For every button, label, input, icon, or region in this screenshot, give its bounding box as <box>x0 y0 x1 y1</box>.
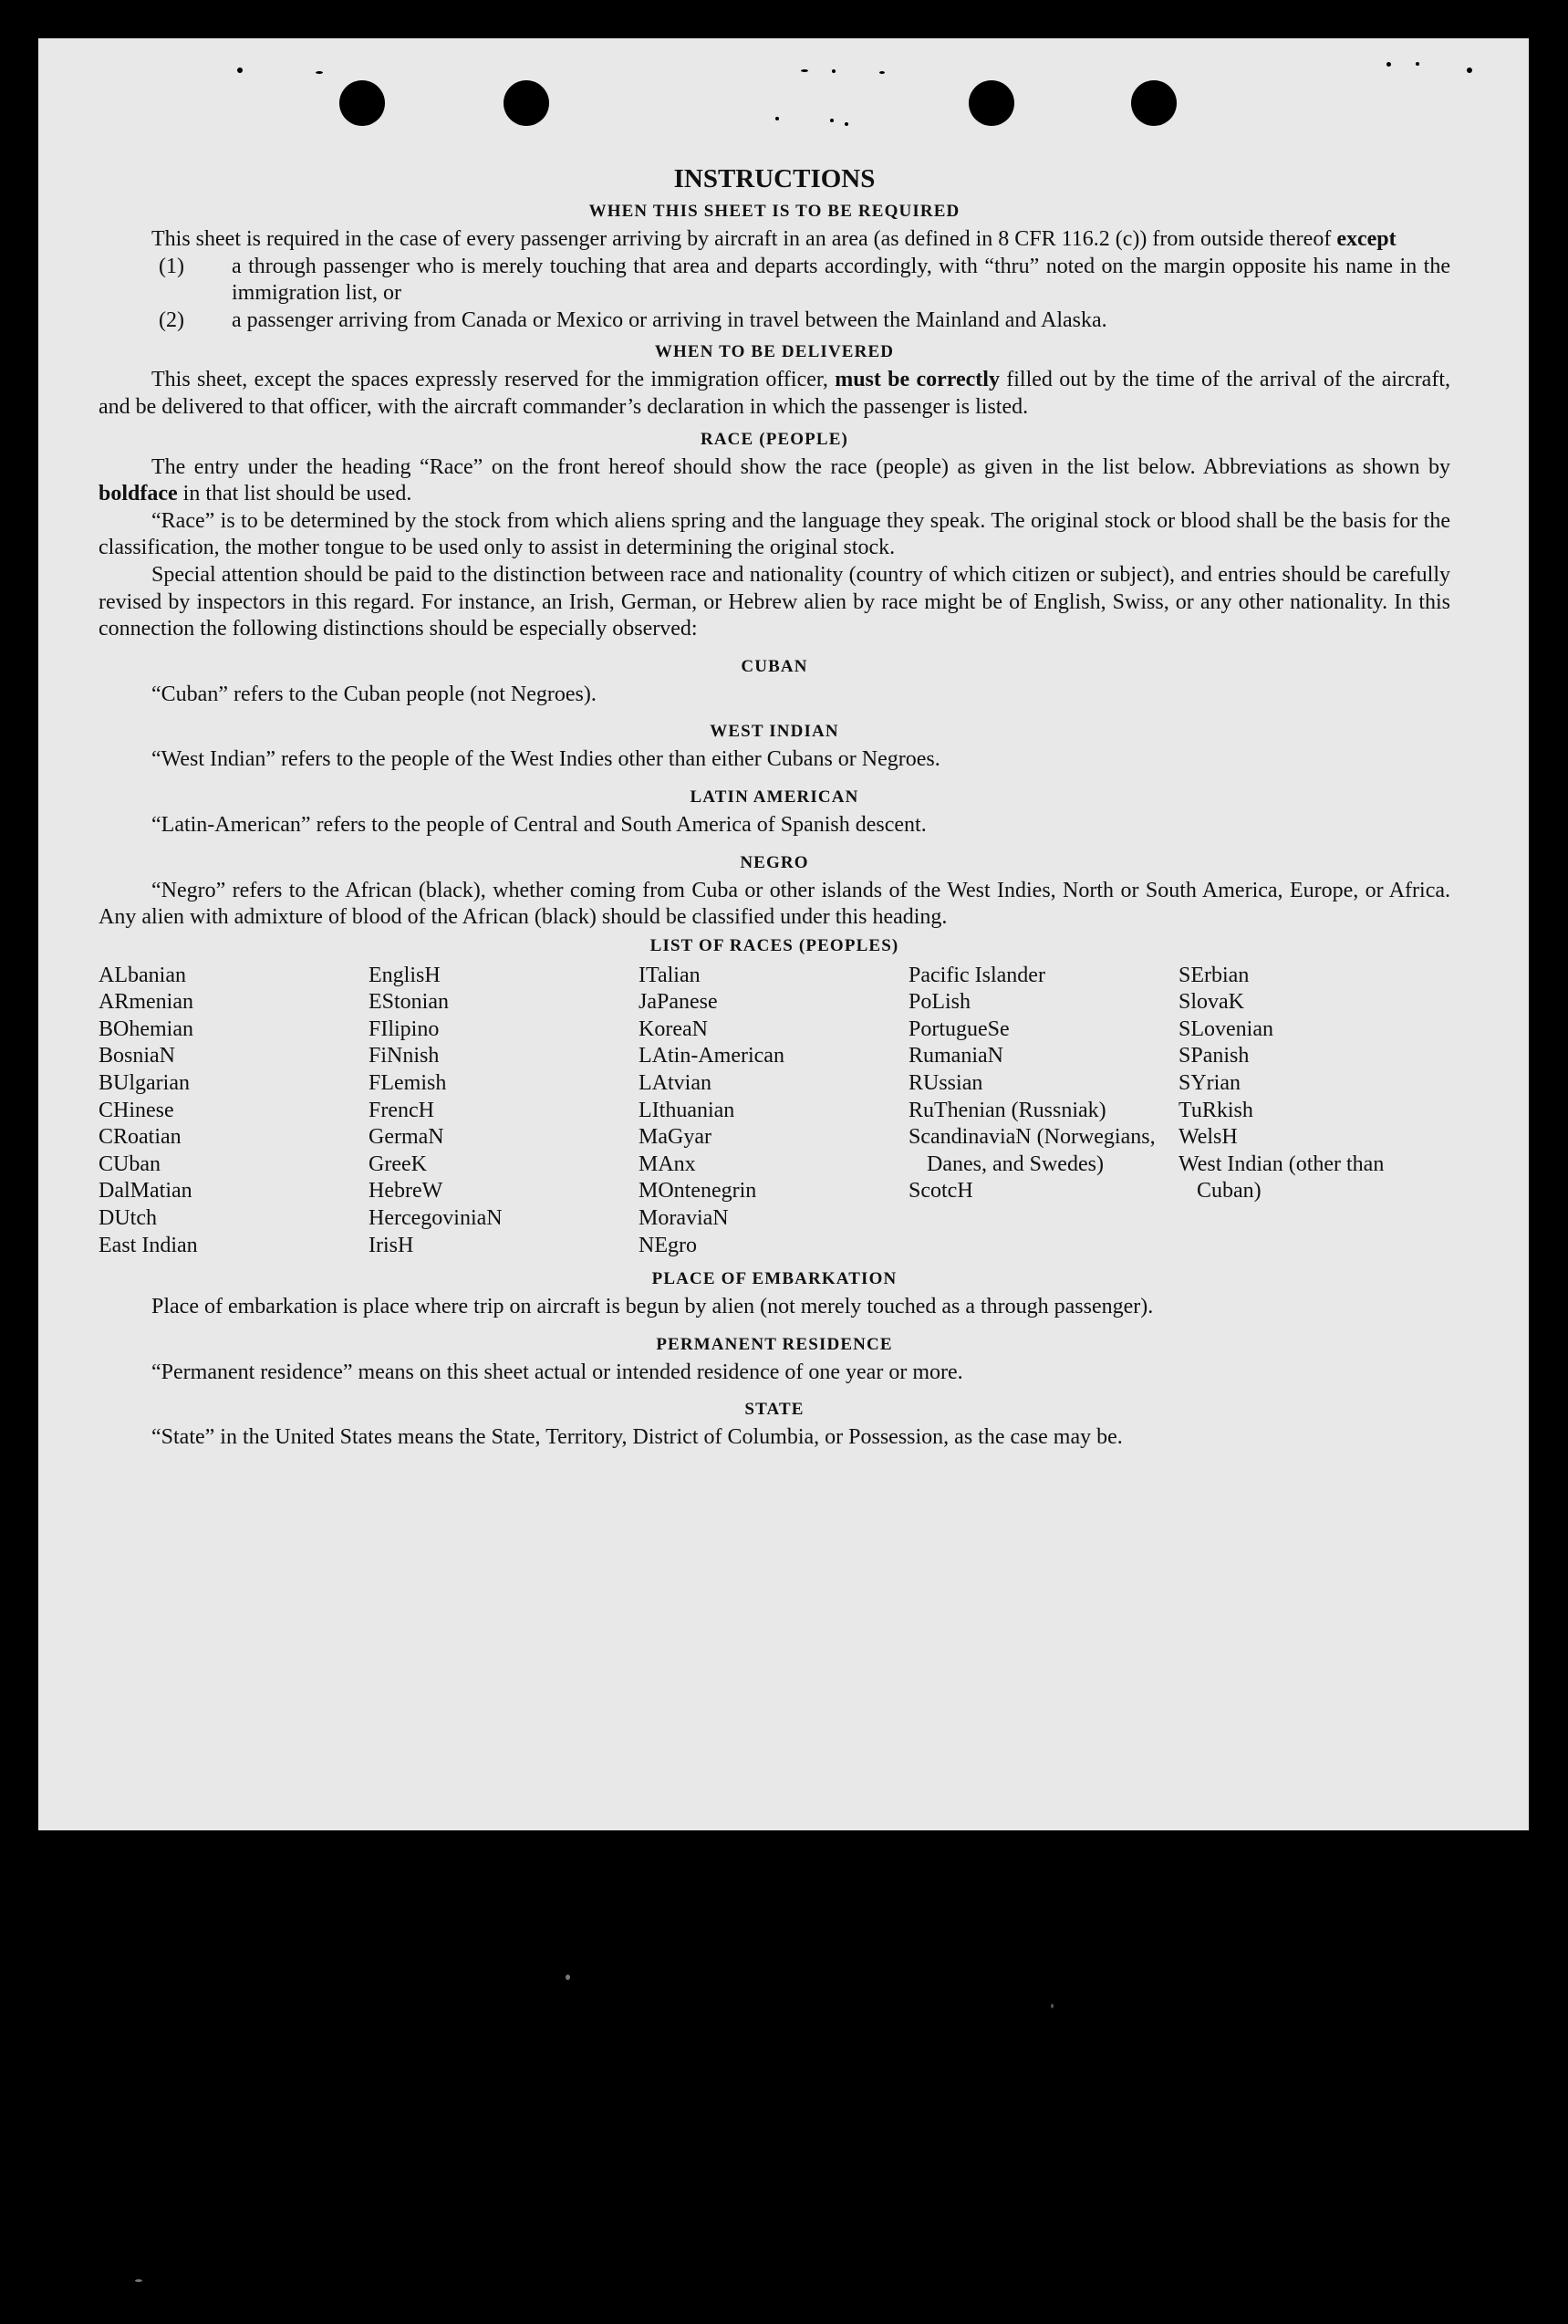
race-entry: KoreaN <box>639 1016 708 1041</box>
race-entry: PortugueSe <box>909 1016 1010 1041</box>
page-title: INSTRUCTIONS <box>673 164 876 193</box>
punch-hole <box>969 80 1014 126</box>
punch-hole <box>339 80 385 126</box>
race-entry: MoraviaN <box>639 1206 729 1231</box>
race-entry: JaPanese <box>639 990 718 1015</box>
section-heading-residence: PERMANENT RESIDENCE <box>656 1334 893 1354</box>
race-entry: CUban <box>99 1152 161 1176</box>
delivered-text-c: filled out by the time of the arrival of the aircraft, and be delivered to that officer, with the aircraft commander’s declaration in which the passenger is listed. <box>99 368 1450 419</box>
race-entry: Pacific Islander <box>909 963 1045 987</box>
section-heading-cuban: CUBAN <box>741 656 808 676</box>
required-intro-text: This sheet is required in the case of every passenger arriving by aircraft in an area (as defined in 8 CFR 116.2 (c)) from outside thereof <box>151 227 1337 251</box>
race-entry: ITalian <box>639 963 701 987</box>
exception-list <box>99 254 1450 335</box>
speck-mark <box>135 2279 142 2282</box>
required-intro-except: except <box>1336 227 1397 251</box>
section-heading-race-list: LIST OF RACES (PEOPLES) <box>649 935 899 955</box>
speck-mark <box>775 117 779 120</box>
race-entry: ScandinaviaN (Norwegians, Danes, and Swedes) <box>909 1125 1156 1176</box>
race-entry: CHinese <box>99 1098 174 1122</box>
speck-mark <box>566 1975 570 1980</box>
speck-mark <box>845 122 848 126</box>
race-entry: FIlipino <box>369 1016 440 1041</box>
state-definition: “State” in the United States means the State, Territory, District of Columbia, or Possession, as the case may be. <box>151 1425 1123 1450</box>
race-entry: CRoatian <box>99 1125 182 1150</box>
race-column <box>1179 963 1443 1260</box>
race-column <box>369 963 639 1260</box>
race-entry: EnglisH <box>369 963 441 987</box>
race-entry: GermaN <box>369 1125 444 1150</box>
speck-mark <box>1386 62 1391 67</box>
exception-text: a through passenger who is merely touching that area and departs accordingly, with “thru” noted on the margin opposite his name in the immigration list, or <box>232 254 1450 306</box>
race-entry: GreeK <box>369 1152 427 1176</box>
cuban-definition: “Cuban” refers to the Cuban people (not Negroes). <box>151 682 597 706</box>
race-entry: LAtin-American <box>639 1044 784 1068</box>
residence-definition: “Permanent residence” means on this sheet actual or intended residence of one year or more. <box>151 1360 963 1384</box>
race-entry: East Indian <box>99 1233 198 1257</box>
west-indian-definition: “West Indian” refers to the people of the West Indies other than either Cubans or Negroes. <box>151 747 940 772</box>
speck-mark <box>316 71 323 74</box>
race-entry: ALbanian <box>99 963 186 987</box>
speck-mark <box>1416 62 1419 66</box>
race-entry: DalMatian <box>99 1179 192 1204</box>
race-entry: SErbian <box>1179 963 1250 987</box>
race-entry: PoLish <box>909 990 971 1015</box>
race-entry: MaGyar <box>639 1125 711 1150</box>
section-heading-negro: NEGRO <box>740 852 809 872</box>
latin-american-definition: “Latin-American” refers to the people of Central and South America of Spanish descent. <box>151 812 927 837</box>
race-column <box>99 963 369 1260</box>
race-entry: ARmenian <box>99 990 193 1015</box>
race-entry: FrencH <box>369 1098 434 1122</box>
race-p1-bold: boldface <box>99 482 178 506</box>
race-paragraph-2: “Race” is to be determined by the stock from which aliens spring and the language they speak. The original stock or blood shall be the basis for the classification, the mother tongue to be used only to assist in determining the original stock. <box>99 508 1450 560</box>
speck-mark <box>1051 2004 1054 2008</box>
race-entry: SlovaK <box>1179 990 1244 1015</box>
exception-item <box>99 254 1450 307</box>
race-entry: BosniaN <box>99 1044 175 1068</box>
exception-number: (1) <box>159 254 184 278</box>
speck-mark <box>830 119 834 122</box>
race-entry: SLovenian <box>1179 1016 1273 1041</box>
race-paragraph-3: Special attention should be paid to the distinction between race and nationality (country of which citizen or subject), and entries should be carefully revised by inspectors in this regard. For instance, an Irish, German, or Hebrew alien by race might be of English, Swiss, or any other nationality. In this connection the following distinctions should be especially observed: <box>99 562 1450 641</box>
race-entry: MOntenegrin <box>639 1179 757 1204</box>
delivered-paragraph <box>99 367 1450 421</box>
race-entry: SYrian <box>1179 1071 1241 1096</box>
race-entry: SPanish <box>1179 1044 1250 1068</box>
required-intro <box>99 226 1450 254</box>
race-entry: IrisH <box>369 1233 414 1257</box>
section-heading-embarkation: PLACE OF EMBARKATION <box>651 1269 898 1289</box>
race-entry: FLemish <box>369 1071 447 1096</box>
section-heading-required: WHEN THIS SHEET IS TO BE REQUIRED <box>588 202 961 221</box>
punch-hole <box>504 80 549 126</box>
race-entry: BOhemian <box>99 1016 193 1041</box>
speck-mark <box>237 68 243 73</box>
exception-number: (2) <box>159 307 184 332</box>
section-heading-state: STATE <box>744 1400 805 1420</box>
exception-item <box>99 307 1450 335</box>
section-heading-delivered: WHEN TO BE DELIVERED <box>654 342 895 362</box>
race-entry: West Indian (other than Cuban) <box>1179 1152 1385 1204</box>
race-entry: NEgro <box>639 1233 697 1257</box>
race-entry: RUssian <box>909 1071 983 1096</box>
delivered-text-bold: must be correctly <box>835 368 1000 392</box>
race-entry: RuThenian (Russniak) <box>909 1098 1106 1122</box>
race-entry: WelsH <box>1179 1125 1238 1150</box>
race-entry: RumaniaN <box>909 1044 1003 1068</box>
race-p1-text-c: in that list should be used. <box>177 482 412 506</box>
delivered-text-a: This sheet, except the spaces expressly reserved for the immigration officer, <box>151 368 836 392</box>
race-entry: FiNnish <box>369 1044 440 1068</box>
race-p1-text-a: The entry under the heading “Race” on the front hereof should show the race (people) as given in the list below. Abbreviations as shown by <box>151 454 1450 479</box>
section-heading-west-indian: WEST INDIAN <box>710 722 839 742</box>
document-page <box>38 38 1529 1830</box>
punch-hole <box>1131 80 1177 126</box>
race-list-table <box>99 963 1450 1260</box>
speck-mark <box>1467 68 1472 73</box>
race-entry: BUlgarian <box>99 1071 190 1096</box>
section-heading-race: RACE (PEOPLE) <box>700 429 849 449</box>
race-column <box>909 963 1179 1260</box>
race-entry: MAnx <box>639 1152 696 1176</box>
race-entry: ScotcH <box>909 1179 973 1204</box>
race-entry: LAtvian <box>639 1071 711 1096</box>
speck-mark <box>879 71 885 74</box>
negro-definition: “Negro” refers to the African (black), whether coming from Cuba or other islands of the West Indies, North or South America, Europe, or Africa. Any alien with admixture of blood of the African (black) should be classified under this heading. <box>99 878 1450 930</box>
race-entry: EStonian <box>369 990 449 1015</box>
race-entry: HercegoviniaN <box>369 1206 503 1231</box>
speck-mark <box>832 69 836 73</box>
race-column <box>639 963 909 1260</box>
race-entry: HebreW <box>369 1179 443 1204</box>
race-entry: DUtch <box>99 1206 157 1231</box>
race-entry: TuRkish <box>1179 1098 1253 1122</box>
embarkation-definition: Place of embarkation is place where trip on aircraft is begun by alien (not merely touched as a through passenger). <box>151 1295 1154 1319</box>
speck-mark <box>801 69 808 72</box>
race-entry: LIthuanian <box>639 1098 735 1122</box>
race-paragraph-1 <box>99 454 1450 508</box>
instructions-body <box>99 162 1450 1452</box>
section-heading-latin-american: LATIN AMERICAN <box>690 787 859 807</box>
exception-text: a passenger arriving from Canada or Mexico or arriving in travel between the Mainland and Alaska. <box>232 307 1107 332</box>
